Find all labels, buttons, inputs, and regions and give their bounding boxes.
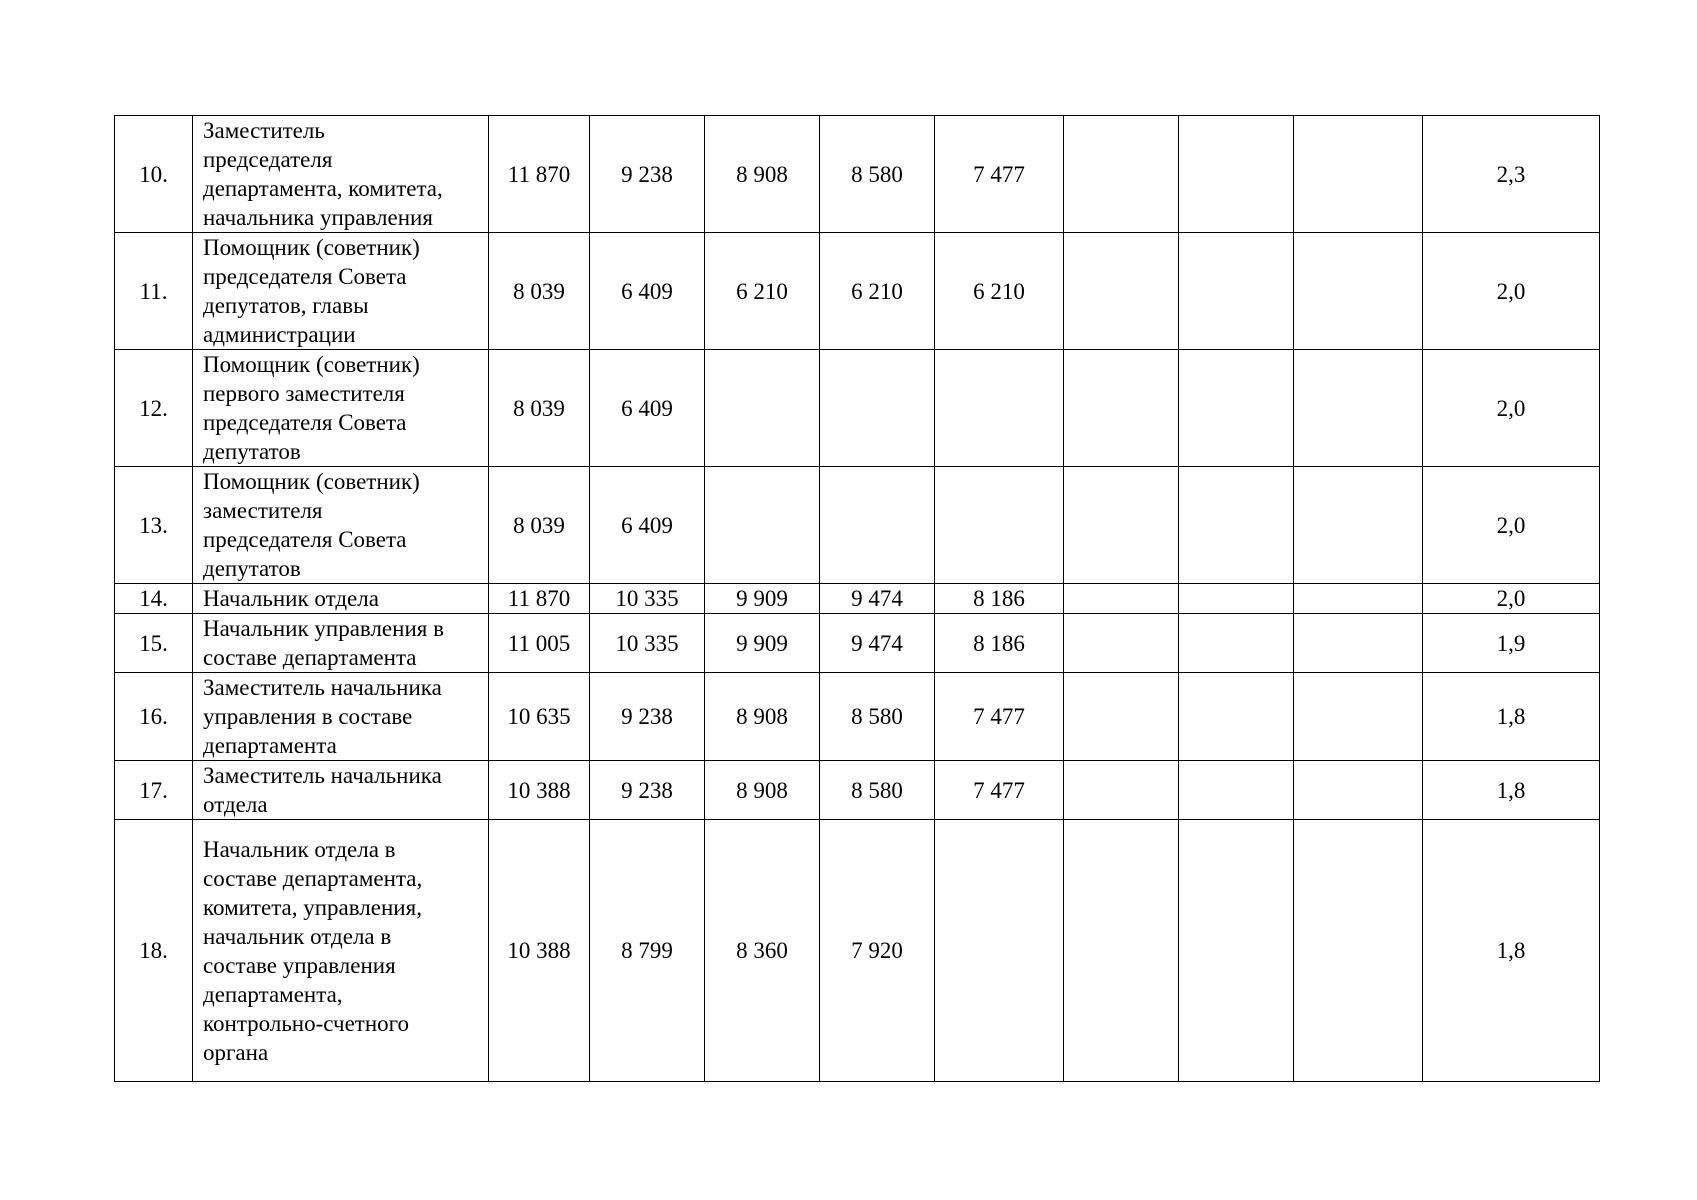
salary-cell-1: 11 870 bbox=[489, 116, 590, 233]
salary-cell-5: 7 477 bbox=[935, 116, 1064, 233]
coefficient-cell: 1,9 bbox=[1423, 614, 1600, 673]
salary-cell-5: 8 186 bbox=[935, 584, 1064, 614]
salary-cell-2: 8 799 bbox=[590, 820, 705, 1082]
position-title-line: начальника управления bbox=[203, 205, 433, 230]
position-title-line: департамента bbox=[203, 733, 337, 758]
salary-cell-1: 10 635 bbox=[489, 673, 590, 761]
table-row bbox=[115, 761, 1600, 820]
position-title-line: депутатов bbox=[203, 439, 301, 464]
salary-cell-8 bbox=[1294, 673, 1423, 761]
coefficient-cell: 1,8 bbox=[1423, 761, 1600, 820]
salary-cell-1: 10 388 bbox=[489, 820, 590, 1082]
position-title-line: Начальник управления в bbox=[203, 616, 444, 641]
position-title-line: председателя Совета bbox=[203, 410, 407, 435]
salary-cell-4: 8 580 bbox=[820, 673, 935, 761]
row-number: 16. bbox=[115, 673, 193, 761]
position-title-line: контрольно-счетного bbox=[203, 1010, 410, 1036]
salary-cell-4: 6 210 bbox=[820, 233, 935, 350]
position-title-line: Начальник отдела bbox=[203, 586, 379, 611]
salary-cell-3 bbox=[705, 467, 820, 584]
salary-cell-3: 9 909 bbox=[705, 584, 820, 614]
salary-cell-3: 8 908 bbox=[705, 116, 820, 233]
salary-cell-7 bbox=[1179, 467, 1294, 584]
row-number: 12. bbox=[115, 350, 193, 467]
salary-cell-7 bbox=[1179, 584, 1294, 614]
salary-cell-7 bbox=[1179, 614, 1294, 673]
salary-cell-6 bbox=[1064, 350, 1179, 467]
position-title bbox=[193, 614, 489, 673]
table-body bbox=[115, 116, 1600, 1082]
salary-cell-7 bbox=[1179, 233, 1294, 350]
row-number: 18. bbox=[115, 820, 193, 1082]
position-title-line: управления в составе bbox=[203, 704, 413, 729]
position-title-line: Заместитель начальника bbox=[203, 763, 442, 788]
position-title-line: председателя bbox=[203, 147, 333, 172]
salary-cell-7 bbox=[1179, 116, 1294, 233]
salary-cell-8 bbox=[1294, 584, 1423, 614]
salary-cell-2: 9 238 bbox=[590, 761, 705, 820]
salary-cell-3 bbox=[705, 350, 820, 467]
row-number: 13. bbox=[115, 467, 193, 584]
coefficient-cell: 2,0 bbox=[1423, 584, 1600, 614]
salary-cell-6 bbox=[1064, 673, 1179, 761]
position-title bbox=[193, 820, 489, 1082]
salary-cell-5: 7 477 bbox=[935, 673, 1064, 761]
position-title-line: отдела bbox=[203, 792, 268, 817]
salary-cell-1: 8 039 bbox=[489, 350, 590, 467]
salary-cell-1: 10 388 bbox=[489, 761, 590, 820]
coefficient-cell: 2,0 bbox=[1423, 467, 1600, 584]
row-number: 17. bbox=[115, 761, 193, 820]
salary-cell-7 bbox=[1179, 761, 1294, 820]
salary-cell-7 bbox=[1179, 673, 1294, 761]
salary-cell-6 bbox=[1064, 584, 1179, 614]
position-title bbox=[193, 761, 489, 820]
salary-cell-1: 11 005 bbox=[489, 614, 590, 673]
salary-cell-6 bbox=[1064, 116, 1179, 233]
position-title-line: департамента, комитета, bbox=[203, 176, 443, 201]
position-title bbox=[193, 233, 489, 350]
row-number: 11. bbox=[115, 233, 193, 350]
position-title-line: составе департамента bbox=[203, 645, 417, 670]
salary-cell-8 bbox=[1294, 116, 1423, 233]
position-title-line: депутатов, главы bbox=[203, 293, 369, 318]
coefficient-cell: 1,8 bbox=[1423, 820, 1600, 1082]
coefficient-cell: 2,0 bbox=[1423, 350, 1600, 467]
salary-cell-1: 11 870 bbox=[489, 584, 590, 614]
salary-cell-2: 6 409 bbox=[590, 350, 705, 467]
salary-cell-6 bbox=[1064, 467, 1179, 584]
salary-cell-3: 6 210 bbox=[705, 233, 820, 350]
position-title bbox=[193, 673, 489, 761]
salary-cell-2: 6 409 bbox=[590, 233, 705, 350]
salary-cell-4 bbox=[820, 350, 935, 467]
position-title-line: Помощник (советник) bbox=[203, 235, 420, 260]
row-number: 15. bbox=[115, 614, 193, 673]
position-title-line: Помощник (советник) bbox=[203, 469, 420, 494]
position-title bbox=[193, 116, 489, 233]
position-title-line: Заместитель bbox=[203, 118, 325, 143]
salary-cell-6 bbox=[1064, 820, 1179, 1082]
position-title-line: составе департамента, bbox=[203, 865, 423, 891]
row-number: 14. bbox=[115, 584, 193, 614]
salary-cell-4: 9 474 bbox=[820, 614, 935, 673]
table-row bbox=[115, 233, 1600, 350]
table-row bbox=[115, 350, 1600, 467]
position-title-line: председателя Совета bbox=[203, 264, 407, 289]
position-title-line: составе управления bbox=[203, 952, 396, 978]
table-row bbox=[115, 673, 1600, 761]
salary-cell-8 bbox=[1294, 820, 1423, 1082]
position-title-line: Заместитель начальника bbox=[203, 675, 442, 700]
position-title-line: департамента, bbox=[203, 981, 343, 1007]
salary-cell-4 bbox=[820, 467, 935, 584]
salary-cell-5 bbox=[935, 350, 1064, 467]
salary-cell-4: 8 580 bbox=[820, 761, 935, 820]
position-title-line: начальник отдела в bbox=[203, 923, 392, 949]
position-title-line: Начальник отдела в bbox=[203, 836, 396, 862]
salary-cell-5: 8 186 bbox=[935, 614, 1064, 673]
salary-cell-3: 8 908 bbox=[705, 761, 820, 820]
row-number: 10. bbox=[115, 116, 193, 233]
salary-cell-5: 7 477 bbox=[935, 761, 1064, 820]
salary-cell-4: 9 474 bbox=[820, 584, 935, 614]
salary-cell-5 bbox=[935, 467, 1064, 584]
coefficient-cell: 2,0 bbox=[1423, 233, 1600, 350]
position-title-line: депутатов bbox=[203, 556, 301, 581]
salary-cell-5: 6 210 bbox=[935, 233, 1064, 350]
coefficient-cell: 2,3 bbox=[1423, 116, 1600, 233]
position-title-line: первого заместителя bbox=[203, 381, 405, 406]
salary-cell-8 bbox=[1294, 761, 1423, 820]
salary-cell-4: 8 580 bbox=[820, 116, 935, 233]
table-row bbox=[115, 116, 1600, 233]
salary-cell-7 bbox=[1179, 350, 1294, 467]
salary-cell-6 bbox=[1064, 614, 1179, 673]
salary-cell-8 bbox=[1294, 614, 1423, 673]
salary-cell-5 bbox=[935, 820, 1064, 1082]
position-title-line: комитета, управления, bbox=[203, 894, 422, 920]
salary-cell-2: 10 335 bbox=[590, 614, 705, 673]
salary-cell-8 bbox=[1294, 467, 1423, 584]
salary-cell-6 bbox=[1064, 761, 1179, 820]
salary-table bbox=[114, 115, 1600, 1082]
salary-cell-8 bbox=[1294, 350, 1423, 467]
coefficient-cell: 1,8 bbox=[1423, 673, 1600, 761]
position-title-line: заместителя bbox=[203, 498, 323, 523]
salary-cell-1: 8 039 bbox=[489, 467, 590, 584]
table-row bbox=[115, 584, 1600, 614]
position-title-line: органа bbox=[203, 1039, 269, 1065]
position-title bbox=[193, 584, 489, 614]
salary-cell-2: 10 335 bbox=[590, 584, 705, 614]
salary-cell-8 bbox=[1294, 233, 1423, 350]
salary-cell-4: 7 920 bbox=[820, 820, 935, 1082]
table-row bbox=[115, 820, 1600, 1082]
position-title-line: председателя Совета bbox=[203, 527, 407, 552]
position-title-line: администрации bbox=[203, 322, 356, 347]
salary-cell-3: 9 909 bbox=[705, 614, 820, 673]
salary-cell-3: 8 908 bbox=[705, 673, 820, 761]
table-row bbox=[115, 614, 1600, 673]
salary-cell-1: 8 039 bbox=[489, 233, 590, 350]
salary-cell-2: 9 238 bbox=[590, 116, 705, 233]
salary-cell-6 bbox=[1064, 233, 1179, 350]
position-title bbox=[193, 350, 489, 467]
position-title-line: Помощник (советник) bbox=[203, 352, 420, 377]
position-title bbox=[193, 467, 489, 584]
salary-cell-7 bbox=[1179, 820, 1294, 1082]
salary-cell-3: 8 360 bbox=[705, 820, 820, 1082]
salary-cell-2: 9 238 bbox=[590, 673, 705, 761]
salary-cell-2: 6 409 bbox=[590, 467, 705, 584]
table-row bbox=[115, 467, 1600, 584]
